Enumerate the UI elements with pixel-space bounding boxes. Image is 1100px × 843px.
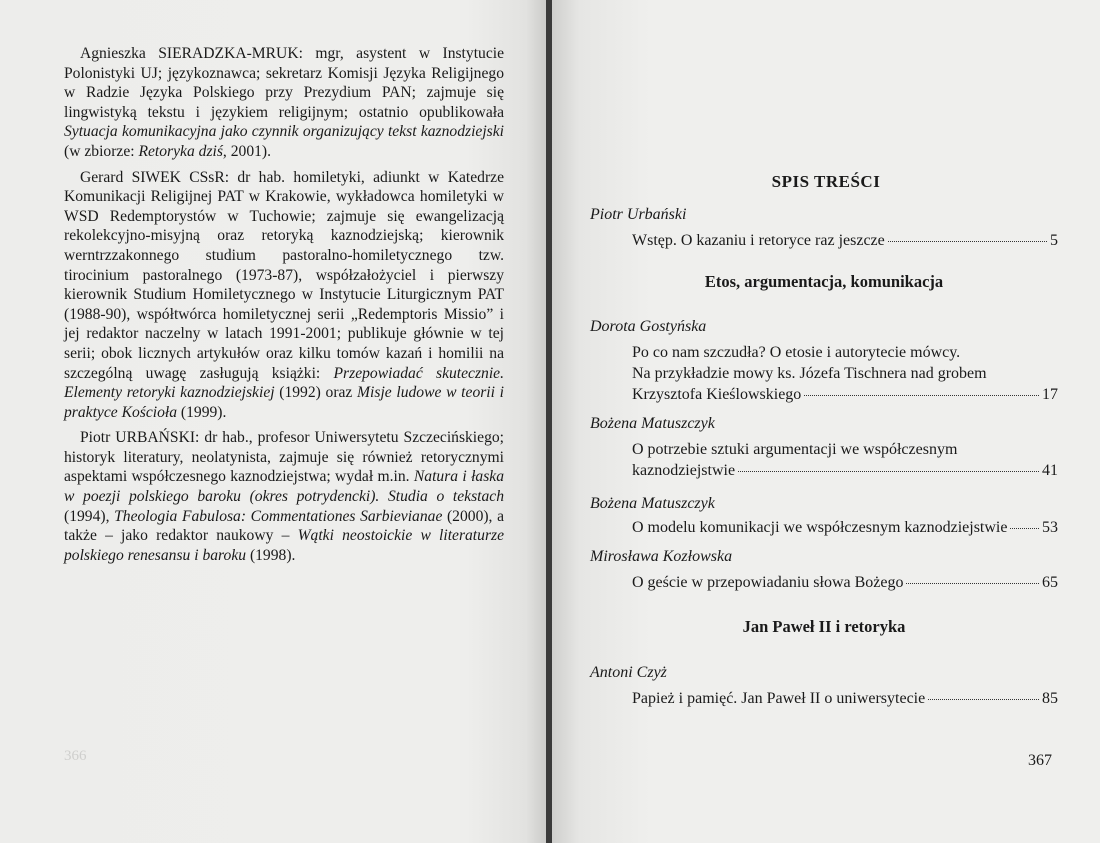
toc-page-number: 85 <box>1042 690 1058 707</box>
toc-entry[interactable] <box>632 688 1058 709</box>
contributor-bio <box>64 44 504 162</box>
toc-entry[interactable] <box>632 342 1058 405</box>
bio-text: Agnieszka SIERADZKA-MRUK: mgr, asystent w Instytucie Polonistyki UJ; językoznawca; sekretarz Komisji Języka Religijnego w Radzie Języka Polskiego przy Prezydium PAN; zajmuje się lingwistyką tekstu i językiem religijnym; ostatnio opublikowała <box>64 45 504 121</box>
bio-title-italic: Przepowiadać skutecznie. Elementy retoryki kaznodziejskiej <box>64 364 504 402</box>
bio-text: , 2001). <box>222 142 271 160</box>
toc-entry-last-line <box>632 230 1058 251</box>
toc-entry[interactable] <box>632 230 1058 251</box>
toc-entry-title-line: O geście w przepowiadaniu słowa Bożego <box>632 574 904 591</box>
toc-author: Bożena Matuszczyk <box>590 495 715 512</box>
toc-page-number: 17 <box>1042 386 1058 403</box>
toc-title: SPIS TREŚCI <box>771 172 881 191</box>
bio-text: (1999). <box>177 403 227 421</box>
toc-page-number: 41 <box>1042 462 1058 479</box>
toc-dot-leader <box>928 699 1039 700</box>
contributor-bio <box>64 428 504 565</box>
toc-entry-title-line: kaznodziejstwie <box>632 462 736 479</box>
toc-page-number: 5 <box>1050 232 1058 249</box>
toc-author: Antoni Czyż <box>590 664 667 681</box>
right-page-number: 367 <box>1028 752 1052 769</box>
toc-entry-last-line <box>632 517 1058 538</box>
toc-entry[interactable] <box>632 517 1058 538</box>
toc-entry-title-line: Wstęp. O kazaniu i retoryce raz jeszcze <box>632 232 885 249</box>
contributor-bio <box>64 168 504 423</box>
toc-entry-title-line: O modelu komunikacji we współczesnym kaznodziejstwie <box>632 519 1008 536</box>
bio-text: (1998). <box>246 546 296 564</box>
toc-entry-last-line <box>632 572 1058 593</box>
toc-dot-leader <box>888 241 1047 242</box>
bio-text: (1994), <box>64 507 115 525</box>
bio-title-italic: Theologia Fabulosa: Commentationes Sarbievianae <box>114 507 443 525</box>
toc-dot-leader <box>804 395 1039 396</box>
bio-title-italic: Wątki neostoickie w literaturze polskiego renesansu i baroku <box>64 527 504 564</box>
toc-section-heading: Jan Paweł II i retoryka <box>742 617 906 636</box>
toc-dot-leader <box>738 471 1039 472</box>
toc-entry-last-line <box>632 384 1058 405</box>
toc-dot-leader <box>906 583 1039 584</box>
bio-text: Gerard SIWEK CSsR: dr hab. homiletyki, adiunkt w Katedrze Komunikacji Religijnej PAT w Krakowie, wykładowca homiletyki w WSD Redemptorystów w Tuchowie; zajmuje się ewangelizacją rekolekcyjno-misyjną oraz retoryką kaznodziejską; kierownik werntrzzakonnego studium pastoralno-homiletycznego tzw. tirocinium pastoralnego (1973-87), współzałożyciel i pierwszy kierownik Studium Homiletycznego w Instytucie Liturgicznym PAT (1988-90), współtwórca homiletycznej serii „Redemptoris Missio” i jej redaktor naczelny w latach 1991-2001; publikuje głównie w tej serii; obok licznych artykułów oraz kilku tomów kazań i homilii na szczególną uwagę zasługują książki: <box>64 168 504 382</box>
toc-entry-title-line: O potrzebie sztuki argumentacji we współczesnym <box>632 441 958 458</box>
toc-entry[interactable] <box>632 572 1058 593</box>
toc-author: Piotr Urbański <box>590 206 687 223</box>
bio-text: Piotr URBAŃSKI: dr hab., profesor Uniwersytetu Szczecińskiego; historyk literatury, neolatynista, zajmuje się również retorycznymi aspektami współczesnego kaznodziejstwa; wydał m.in. <box>64 429 504 486</box>
toc-entry-title-line: Papież i pamięć. Jan Paweł II o uniwersytecie <box>632 690 926 707</box>
contributor-bios <box>64 44 504 571</box>
toc-author: Dorota Gostyńska <box>590 318 707 335</box>
toc-author: Mirosława Kozłowska <box>590 548 733 565</box>
left-page-number: 366 <box>64 748 87 764</box>
bio-title-italic: Misje ludowe w teorii i praktyce Kościoła <box>64 384 504 421</box>
bio-text: (w zbiorze: <box>64 142 139 160</box>
bio-title-italic: Sytuacja komunikacyjna jako czynnik organizujący tekst kaznodziejski <box>64 123 504 141</box>
toc-entry-title-line: Na przykładzie mowy ks. Józefa Tischnera nad grobem <box>632 365 987 382</box>
bio-text: (2000), a także – jako redaktor naukowy – <box>64 507 504 545</box>
toc-page-number: 53 <box>1042 519 1058 536</box>
toc-entry-last-line <box>632 460 1058 481</box>
toc-author: Bożena Matuszczyk <box>590 415 715 432</box>
toc-entry-last-line <box>632 688 1058 709</box>
toc-entry[interactable] <box>632 439 1058 481</box>
bio-text: (1992) oraz <box>274 384 358 402</box>
left-page <box>0 0 548 843</box>
toc-entry-title-line: Krzysztofa Kieślowskiego <box>632 386 802 403</box>
bio-title-italic: Natura i łaska w poezji polskiego baroku (okres potrydencki). Studia o tekstach <box>64 468 504 506</box>
toc-dot-leader <box>1010 528 1039 529</box>
toc-section-heading: Etos, argumentacja, komunikacja <box>704 272 944 291</box>
toc-page-number: 65 <box>1042 574 1058 591</box>
bio-title-italic: Retoryka dziś <box>138 142 223 160</box>
toc-entry-title-line: Po co nam szczudła? O etosie i autorytecie mówcy. <box>632 344 961 361</box>
